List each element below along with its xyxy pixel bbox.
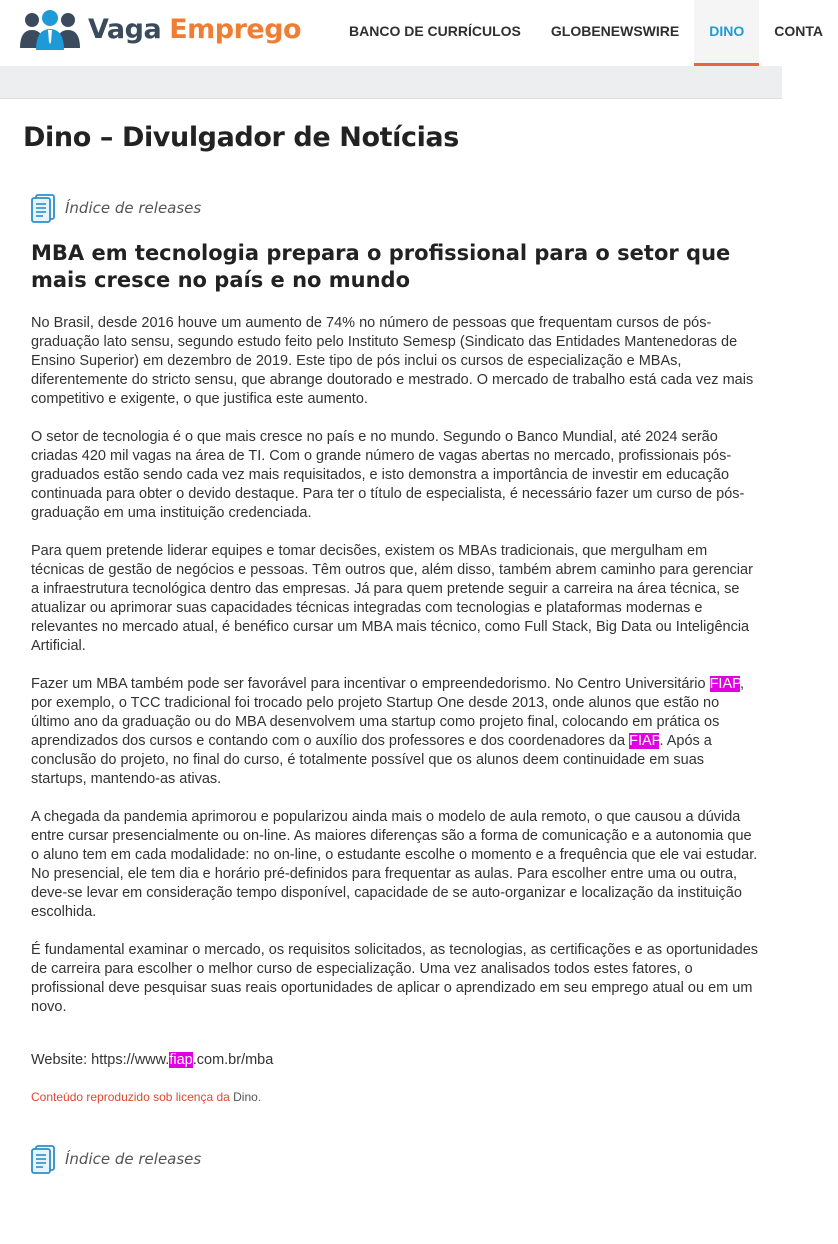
nav-item-banco-de-curriculos[interactable]: BANCO DE CURRÍCULOS — [349, 23, 521, 39]
releases-index-label: Índice de releases — [65, 1150, 202, 1168]
releases-index-link-bottom[interactable] — [31, 1144, 201, 1174]
document-icon — [31, 1145, 55, 1174]
releases-index-link-top[interactable] — [31, 193, 201, 223]
search-highlight: fiap — [169, 1052, 193, 1068]
article-paragraph: Para quem pretende liderar equipes e tomar decisões, existem os MBAs tradicionais, que mergulham em técnicas de gestão de negócios e pessoas. Têm outros que, além disso, também abrem caminho para gerenciar a infraestrutura tecnológica dentro das empresas. Já para quem pretende seguir a carreira na área técnica, se atualizar ou aprimorar suas capacidades técnicas integradas com tecnologias e plataformas modernas e relevantes no mercado atual, é benéfico cursar um MBA mais técnico, como Full Stack, Big Data ou Inteligência Artificial. — [31, 543, 753, 654]
page-title: Dino – Divulgador de Notícias — [23, 122, 459, 153]
license-source-link[interactable]: Dino — [233, 1090, 258, 1104]
document-icon — [31, 194, 55, 223]
search-highlight: FIAP — [709, 676, 740, 692]
search-highlight: FIAP — [629, 733, 660, 749]
nav-item-globenewswire[interactable]: GLOBENEWSWIRE — [550, 23, 680, 39]
article-title: MBA em tecnologia prepara o profissional para o setor que mais cresce no país e no mundo — [31, 241, 731, 292]
article-paragraph: O setor de tecnologia é o que mais cresce no país e no mundo. Segundo o Banco Mundial, até 2024 serão criadas 420 mil vagas na área de TI. Com o grande número de vagas abertas no mercado, profissionais pós-graduados estão sendo cada vez mais requisitados, e isto demonstra a importância de investir em educação continuada para obter o devido destaque. Para ter o título de especialista, é necessário fazer um curso de pós-graduação em uma instituição credenciada. — [31, 429, 745, 521]
article-body — [31, 314, 759, 1036]
article-paragraph: No Brasil, desde 2016 houve um aumento de 74% no número de pessoas que frequentam cursos de pós-graduação lato sensu, segundo estudo feito pelo Instituto Semesp (Sindicato das Entidades Mantenedoras de Ensino Superior) em dezembro de 2019. Este tipo de pós inclui os cursos de especialização e MBAs, diferentemente do stricto sensu, que abrange doutorado e mestrado. O mercado de trabalho está cada vez mais competitivo e exigente, o que justifica este aumento. — [31, 315, 754, 407]
article-paragraph: Fazer um MBA também pode ser favorável para incentivar o empreendedorismo. No Centro Universitário FIAP, por exemplo, o TCC tradicional foi trocado pelo projeto Startup One desde 2013, onde alunos que estão no último ano da graduação ou do MBA desenvolvem uma startup como projeto final, colocando em prática os aprendizados dos cursos e contando com o auxílio dos professores e dos coordenadores da FIAP. Após a conclusão do projeto, no final do curso, é totalmente possível que os alunos deem continuidade em suas startups, mantendo-as ativas. — [31, 676, 744, 787]
site-logo[interactable] — [18, 8, 301, 52]
releases-index-label: Índice de releases — [65, 199, 202, 217]
main-nav — [334, 0, 838, 66]
website-line: Website: https://www.fiap.com.br/mba — [31, 1052, 274, 1068]
header-divider-band — [0, 66, 782, 99]
nav-item-dino[interactable]: DINO — [694, 0, 759, 66]
people-logo-icon — [18, 8, 82, 52]
logo-word-emprego: Emprego — [169, 14, 302, 45]
article-paragraph: É fundamental examinar o mercado, os requisitos solicitados, as tecnologias, as certificações e as oportunidades de carreira para escolher o melhor curso de especialização. Uma vez analisados todos estes fatores, o profissional deve pesquisar suas reais oportunidades de aplicar o aprendizado em seu emprego atual ou em um novo. — [31, 942, 759, 1015]
logo-word-vaga: Vaga — [88, 14, 162, 45]
site-header — [0, 0, 823, 66]
article-paragraph: A chegada da pandemia aprimorou e popularizou ainda mais o modelo de aula remoto, o que causou a dúvida entre cursar presencialmente ou on-line. As maiores diferenças são a forma de comunicação e a autonomia que o aluno tem em cada modalidade: no on-line, o estudante escolhe o momento e a frequência que ele vai estudar. No presencial, ele tem dia e horário pré-definidos para frequentar as aulas. Para escolher entre uma ou outra, deve-se levar em consideração tempo disponível, capacidade de se auto-organizar e localização da instituição escolhida. — [31, 809, 758, 920]
nav-item-conta[interactable]: CONTA — [774, 23, 823, 39]
license-notice: Conteúdo reproduzido sob licença da Dino. — [31, 1090, 262, 1104]
